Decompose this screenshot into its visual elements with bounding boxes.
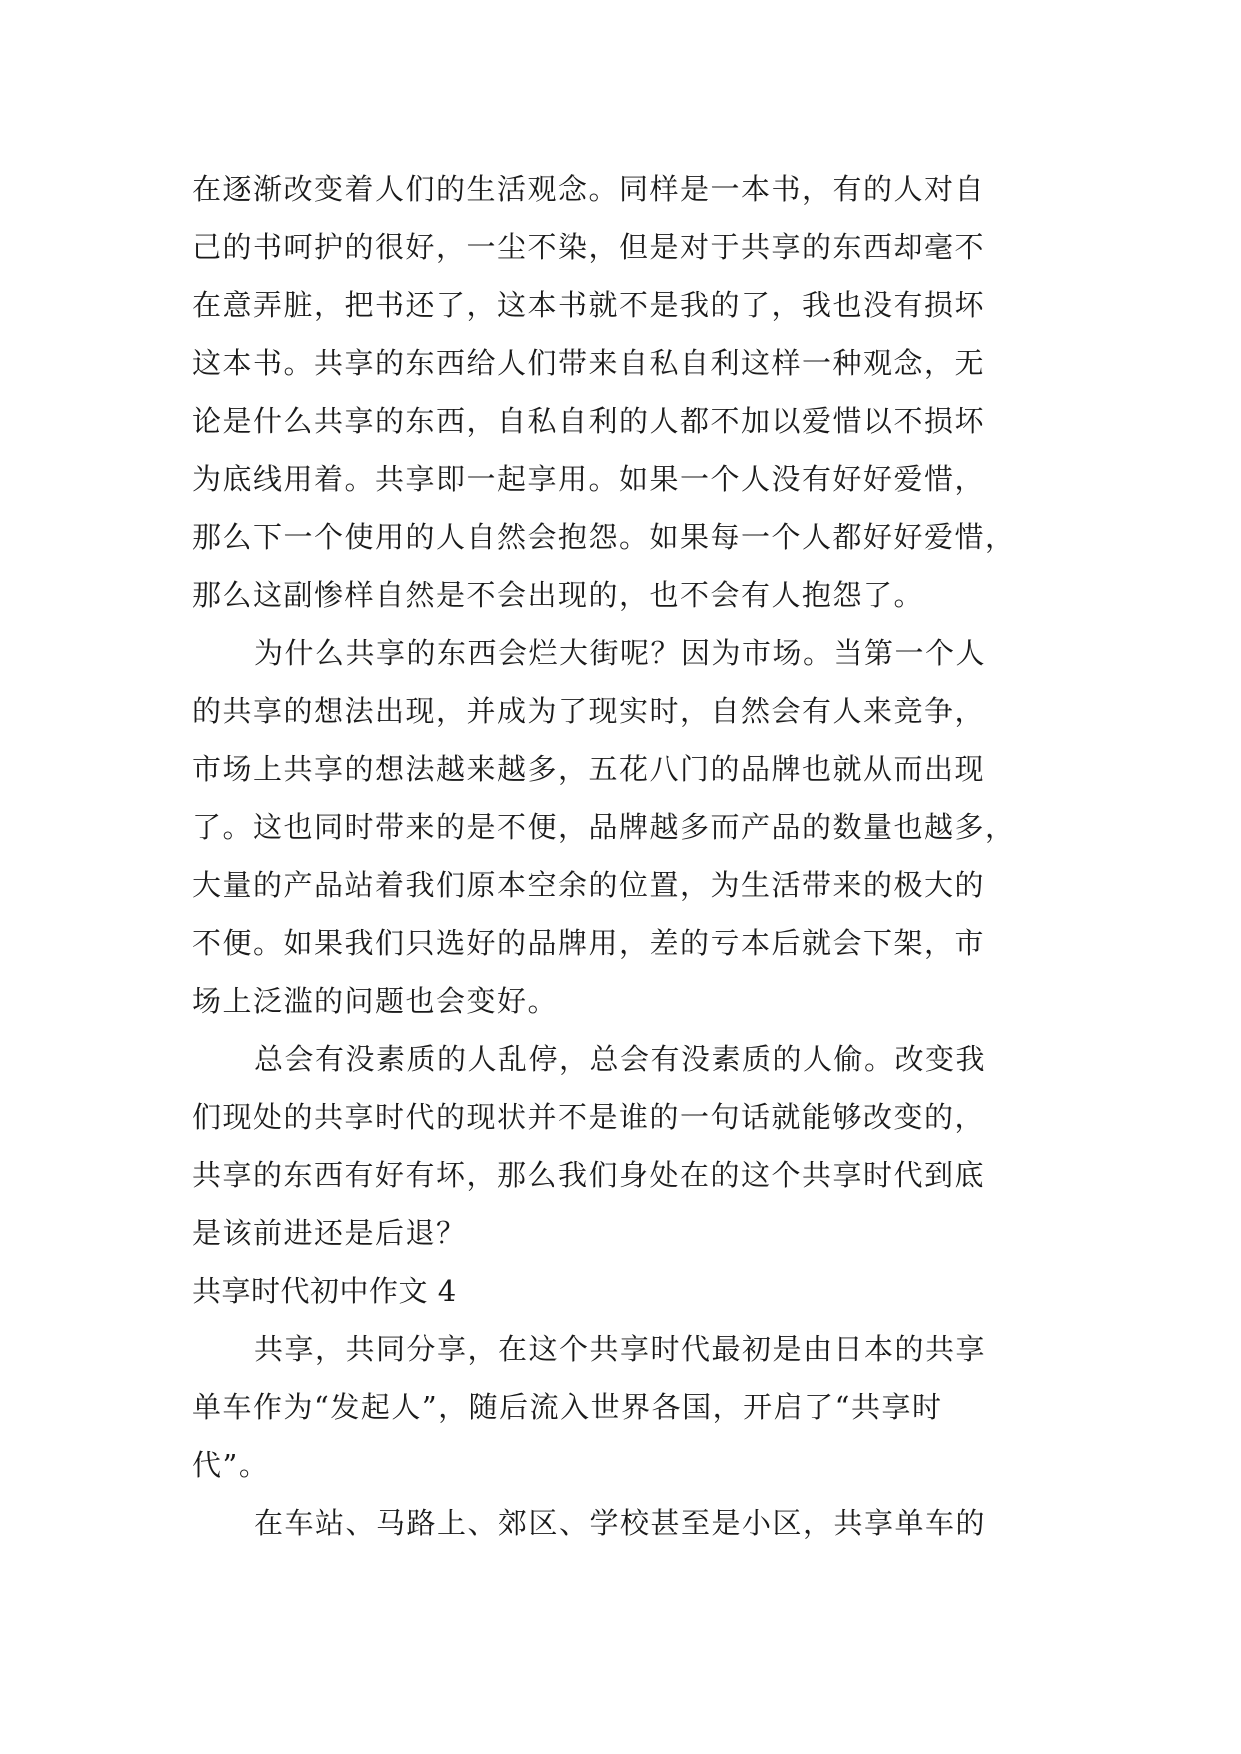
text-line: 是该前进还是后退？ [192,1216,467,1250]
paragraph-start-line: 共享，共同分享，在这个共享时代最初是由日本的共享 [254,1332,987,1366]
text-line: 单车作为“发起人”，随后流入世界各国，开启了“共享时 [192,1390,943,1424]
text-line: 共享的东西有好有坏，那么我们身处在的这个共享时代到底 [192,1158,986,1192]
text-line: 在逐渐改变着人们的生活观念。同样是一本书，有的人对自 [192,172,986,206]
text-line: 己的书呵护的很好，一尘不染，但是对于共享的东西却毫不 [192,230,986,264]
paragraph-start-line: 总会有没素质的人乱停，总会有没素质的人偷。改变我 [254,1042,987,1076]
text-line: 市场上共享的想法越来越多，五花八门的品牌也就从而出现 [192,752,986,786]
text-line: 场上泛滥的问题也会变好。 [192,984,559,1018]
paragraph-start-line: 为什么共享的东西会烂大街呢？因为市场。当第一个人 [254,636,987,670]
text-line: 那么下一个使用的人自然会抱怨。如果每一个人都好好爱惜， [192,520,1016,554]
paragraph-start-line: 在车站、马路上、郊区、学校甚至是小区，共享单车的 [254,1506,987,1540]
text-line: 在意弄脏，把书还了，这本书就不是我的了，我也没有损坏 [192,288,986,322]
text-line: 为底线用着。共享即一起享用。如果一个人没有好好爱惜， [192,462,986,496]
section-heading: 共享时代初中作文 4 [192,1274,457,1308]
text-line: 代”。 [192,1448,270,1482]
text-line: 了。这也同时带来的是不便，品牌越多而产品的数量也越多， [192,810,1016,844]
text-line: 这本书。共享的东西给人们带来自私自利这样一种观念，无 [192,346,986,380]
document-body [192,160,1052,1552]
text-line: 论是什么共享的东西，自私自利的人都不加以爱惜以不损坏 [192,404,986,438]
text-line: 不便。如果我们只选好的品牌用，差的亏本后就会下架，市 [192,926,986,960]
text-line: 的共享的想法出现，并成为了现实时，自然会有人来竞争， [192,694,986,728]
text-line: 们现处的共享时代的现状并不是谁的一句话就能够改变的， [192,1100,986,1134]
text-line: 那么这副惨样自然是不会出现的，也不会有人抱怨了。 [192,578,925,612]
text-line: 大量的产品站着我们原本空余的位置，为生活带来的极大的 [192,868,986,902]
